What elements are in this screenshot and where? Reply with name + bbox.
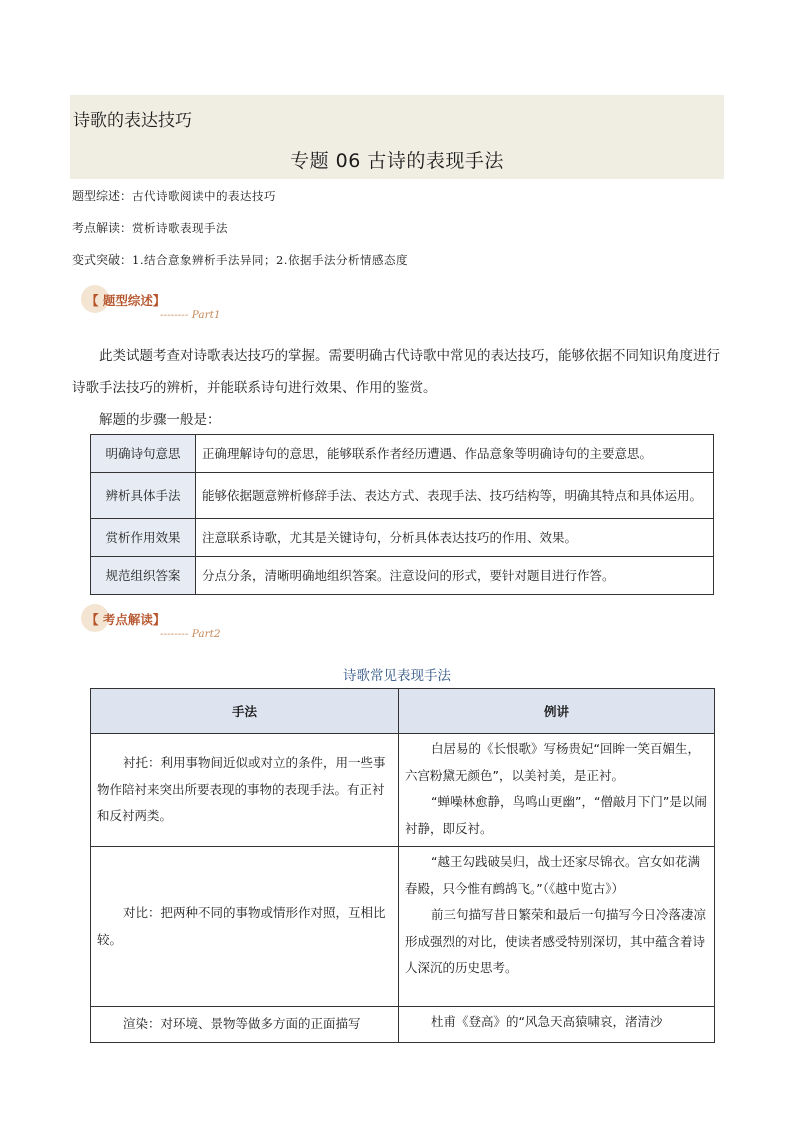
example-cell: [399, 734, 715, 847]
section-heading-exam-points: [78, 604, 278, 649]
technique-cell: [91, 847, 399, 1007]
step-name: 规范组织答案: [91, 557, 196, 595]
example-text: “越王勾践破吴归，战士还家尽锦衣。宫女如花满春殿，只今惟有鹧鸪飞。”（《越中览古》）: [405, 854, 700, 896]
technique-text: 渲染：对环境、景物等做多方面的正面描写: [123, 1016, 361, 1031]
table-row: [91, 473, 714, 519]
steps-table: [90, 434, 714, 595]
example-cell: [399, 847, 715, 1007]
steps-title: 解题的步骤一般是：: [99, 412, 221, 428]
step-description: 正确理解诗句的意思，能够联系作者经历遭遇、作品意象等明确诗句的主要意思。: [196, 435, 714, 473]
table-row: [91, 1007, 715, 1043]
meta-label: 考点解读：: [72, 221, 133, 235]
example-text: 白居易的《长恨歌》写杨贵妃“回眸一笑百媚生，六宫粉黛无颜色”，以美衬美，是正衬。: [405, 741, 700, 783]
section-part-label: -------- Part2: [160, 628, 221, 640]
table-title: 诗歌常见表现手法: [343, 668, 451, 684]
meta-type-overview: [72, 187, 276, 204]
example-text: 杜甫《登高》的“风急天高猿啸哀，渚清沙: [431, 1014, 663, 1029]
step-description: 分点分条，清晰明确地组织答案。注意设问的形式，要针对题目进行作答。: [196, 557, 714, 595]
meta-value: 1.结合意象辨析手法异同；2.依据手法分析情感态度: [132, 253, 408, 267]
intro-text: [72, 340, 722, 436]
step-description: 注意联系诗歌，尤其是关键诗句，分析具体表达技巧的作用、效果。: [196, 519, 714, 557]
example-cell: [399, 1007, 715, 1043]
meta-value: 赏析诗歌表现手法: [132, 221, 229, 235]
section-heading-overview: [78, 285, 278, 330]
step-name: 辨析具体手法: [91, 473, 196, 519]
intro-paragraph: 此类试题考查对诗歌表达技巧的掌握。需要明确古代诗歌中常见的表达技巧，能够依据不同知识角度进行诗歌手法技巧的辨析，并能联系诗句进行效果、作用的鉴赏。: [72, 348, 720, 396]
table-row: [91, 734, 715, 847]
step-name: 赏析作用效果: [91, 519, 196, 557]
column-header-examples: 例讲: [399, 689, 715, 734]
step-description: 能够依据题意辨析修辞手法、表达方式、表现手法、技巧结构等，明确其特点和具体运用。: [196, 473, 714, 519]
section-label: 【 题型综述】: [86, 293, 166, 308]
technique-cell: [91, 734, 399, 847]
table-row: [91, 519, 714, 557]
meta-exam-point: [72, 219, 228, 236]
example-text: 前三句描写昔日繁荣和最后一句描写今日冷落凄凉形成强烈的对比，使读者感受特别深切，其中蕴含着诗人深沉的历史思考。: [405, 907, 707, 975]
section-part-label: -------- Part1: [160, 309, 221, 321]
example-text: “蝉噪林愈静，鸟鸣山更幽”，“僧敲月下门”是以闹衬静，即反衬。: [405, 794, 707, 836]
column-header-technique: 手法: [91, 689, 399, 734]
meta-label: 题型综述：: [72, 189, 133, 203]
table-row: [91, 847, 715, 1007]
step-name: 明确诗句意思: [91, 435, 196, 473]
table-header-row: [91, 689, 715, 734]
meta-label: 变式突破：: [72, 253, 133, 267]
meta-value: 古代诗歌阅读中的表达技巧: [132, 189, 277, 203]
table-row: [91, 435, 714, 473]
technique-text: 衬托：利用事物间近似或对立的条件，用一些事物作陪衬来突出所要表现的事物的表现手法。有正衬和反衬两类。: [97, 755, 386, 824]
technique-cell: [91, 1007, 399, 1043]
meta-variation: [72, 251, 408, 268]
header-category: 诗歌的表达技巧: [73, 111, 192, 131]
technique-text: 对比：把两种不同的事物或情形作对照，互相比较。: [97, 905, 386, 947]
section-label: 【 考点解读】: [86, 612, 166, 627]
technique-table: [90, 688, 715, 1043]
table-row: [91, 557, 714, 595]
page-title: 专题 06 古诗的表现手法: [290, 150, 504, 172]
